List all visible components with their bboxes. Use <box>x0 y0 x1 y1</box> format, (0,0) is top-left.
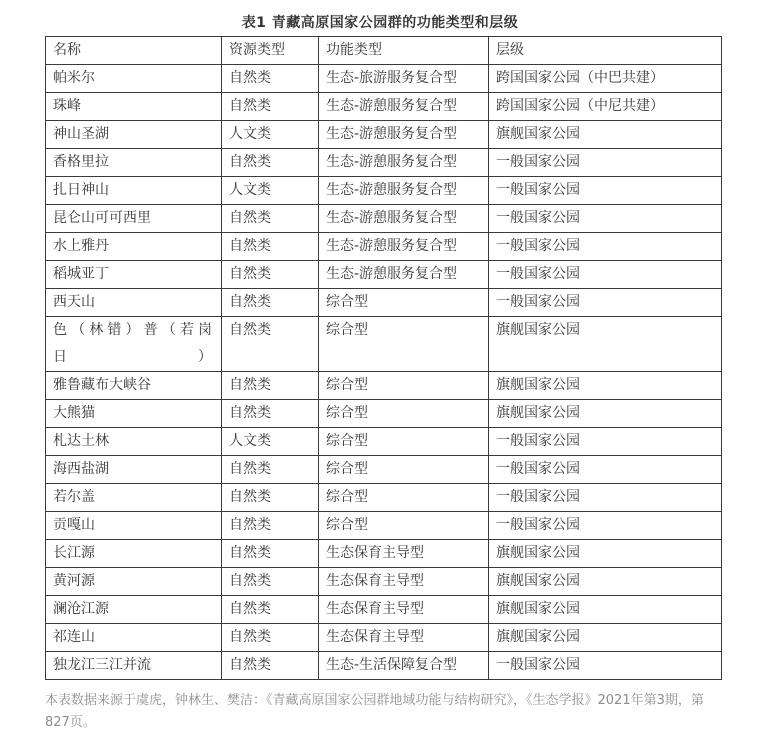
cell-name: 黄河源 <box>46 568 222 596</box>
cell-function-type: 综合型 <box>319 456 489 484</box>
cell-name: 西天山 <box>46 289 222 317</box>
table-row <box>46 652 722 680</box>
cell-name: 昆仑山可可西里 <box>46 205 222 233</box>
header-name: 名称 <box>46 37 222 65</box>
table-row <box>46 261 722 289</box>
cell-resource-type: 自然类 <box>222 205 319 233</box>
cell-level: 一般国家公园 <box>489 205 722 233</box>
cell-level: 一般国家公园 <box>489 233 722 261</box>
cell-resource-type: 自然类 <box>222 65 319 93</box>
cell-function-type: 生态-游憩服务复合型 <box>319 149 489 177</box>
cell-name: 祁连山 <box>46 624 222 652</box>
table-caption: 表1 青藏高原国家公园群的功能类型和层级 <box>241 15 519 31</box>
cell-level: 一般国家公园 <box>489 484 722 512</box>
table-row <box>46 317 722 372</box>
table-row <box>46 456 722 484</box>
cell-name: 色（林错）普（若岗日） <box>46 317 222 372</box>
cell-resource-type: 人文类 <box>222 428 319 456</box>
national-park-table <box>45 36 722 680</box>
cell-level: 一般国家公园 <box>489 289 722 317</box>
cell-level: 旗舰国家公园 <box>489 568 722 596</box>
cell-function-type: 生态-旅游服务复合型 <box>319 65 489 93</box>
cell-name: 帕米尔 <box>46 65 222 93</box>
table-row <box>46 372 722 400</box>
cell-resource-type: 自然类 <box>222 512 319 540</box>
table-row <box>46 512 722 540</box>
cell-function-type: 生态-游憩服务复合型 <box>319 261 489 289</box>
cell-name: 神山圣湖 <box>46 121 222 149</box>
cell-name: 雅鲁藏布大峡谷 <box>46 372 222 400</box>
table-row <box>46 540 722 568</box>
cell-level: 一般国家公园 <box>489 428 722 456</box>
cell-resource-type: 自然类 <box>222 289 319 317</box>
header-function-type: 功能类型 <box>319 37 489 65</box>
table-row <box>46 121 722 149</box>
table-row <box>46 289 722 317</box>
source-note: 本表数据来源于虞虎，钟林生、樊洁：《青藏高原国家公园群地域功能与结构研究》，《生态学报》2021年第3期，第827页。 <box>45 693 704 730</box>
cell-level: 一般国家公园 <box>489 149 722 177</box>
cell-name: 大熊猫 <box>46 400 222 428</box>
cell-name: 若尔盖 <box>46 484 222 512</box>
cell-name: 贡嘎山 <box>46 512 222 540</box>
cell-name: 珠峰 <box>46 93 222 121</box>
cell-level: 一般国家公园 <box>489 456 722 484</box>
table-row <box>46 568 722 596</box>
cell-function-type: 综合型 <box>319 400 489 428</box>
cell-level: 跨国国家公园（中尼共建） <box>489 93 722 121</box>
header-resource-type: 资源类型 <box>222 37 319 65</box>
table-row <box>46 428 722 456</box>
cell-function-type: 综合型 <box>319 512 489 540</box>
cell-function-type: 生态保育主导型 <box>319 596 489 624</box>
cell-name: 长江源 <box>46 540 222 568</box>
cell-function-type: 生态保育主导型 <box>319 624 489 652</box>
cell-function-type: 综合型 <box>319 372 489 400</box>
cell-function-type: 综合型 <box>319 428 489 456</box>
cell-resource-type: 自然类 <box>222 484 319 512</box>
table-row <box>46 65 722 93</box>
table-header-row <box>46 37 722 65</box>
cell-name: 扎日神山 <box>46 177 222 205</box>
cell-function-type: 生态-游憩服务复合型 <box>319 177 489 205</box>
cell-function-type: 综合型 <box>319 317 489 372</box>
cell-function-type: 生态-游憩服务复合型 <box>319 233 489 261</box>
table-row <box>46 177 722 205</box>
cell-resource-type: 人文类 <box>222 177 319 205</box>
cell-name: 海西盐湖 <box>46 456 222 484</box>
cell-name: 独龙江三江并流 <box>46 652 222 680</box>
cell-function-type: 生态保育主导型 <box>319 568 489 596</box>
cell-function-type: 生态-游憩服务复合型 <box>319 121 489 149</box>
cell-name: 水上雅丹 <box>46 233 222 261</box>
cell-resource-type: 自然类 <box>222 456 319 484</box>
cell-resource-type: 自然类 <box>222 400 319 428</box>
cell-name: 札达土林 <box>46 428 222 456</box>
cell-resource-type: 自然类 <box>222 93 319 121</box>
cell-resource-type: 人文类 <box>222 121 319 149</box>
cell-function-type: 生态保育主导型 <box>319 540 489 568</box>
cell-level: 一般国家公园 <box>489 261 722 289</box>
cell-level: 旗舰国家公园 <box>489 317 722 372</box>
cell-resource-type: 自然类 <box>222 261 319 289</box>
cell-name: 稻城亚丁 <box>46 261 222 289</box>
cell-function-type: 生态-游憩服务复合型 <box>319 205 489 233</box>
cell-level: 旗舰国家公园 <box>489 372 722 400</box>
cell-name: 澜沧江源 <box>46 596 222 624</box>
cell-resource-type: 自然类 <box>222 568 319 596</box>
table-row <box>46 233 722 261</box>
cell-resource-type: 自然类 <box>222 652 319 680</box>
header-level: 层级 <box>489 37 722 65</box>
cell-level: 一般国家公园 <box>489 177 722 205</box>
cell-function-type: 生态-游憩服务复合型 <box>319 93 489 121</box>
cell-level: 旗舰国家公园 <box>489 121 722 149</box>
table-row <box>46 400 722 428</box>
cell-level: 旗舰国家公园 <box>489 540 722 568</box>
cell-resource-type: 自然类 <box>222 233 319 261</box>
cell-level: 一般国家公园 <box>489 512 722 540</box>
table-row <box>46 205 722 233</box>
cell-name: 香格里拉 <box>46 149 222 177</box>
table-row <box>46 484 722 512</box>
cell-level: 跨国国家公园（中巴共建） <box>489 65 722 93</box>
cell-level: 旗舰国家公园 <box>489 596 722 624</box>
cell-level: 旗舰国家公园 <box>489 624 722 652</box>
cell-resource-type: 自然类 <box>222 372 319 400</box>
table-row <box>46 624 722 652</box>
cell-resource-type: 自然类 <box>222 149 319 177</box>
cell-resource-type: 自然类 <box>222 596 319 624</box>
cell-resource-type: 自然类 <box>222 317 319 372</box>
cell-function-type: 综合型 <box>319 484 489 512</box>
cell-level: 旗舰国家公园 <box>489 400 722 428</box>
cell-resource-type: 自然类 <box>222 624 319 652</box>
table-row <box>46 596 722 624</box>
cell-level: 一般国家公园 <box>489 652 722 680</box>
table-row <box>46 149 722 177</box>
table-row <box>46 93 722 121</box>
cell-resource-type: 自然类 <box>222 540 319 568</box>
cell-function-type: 生态-生活保障复合型 <box>319 652 489 680</box>
cell-function-type: 综合型 <box>319 289 489 317</box>
